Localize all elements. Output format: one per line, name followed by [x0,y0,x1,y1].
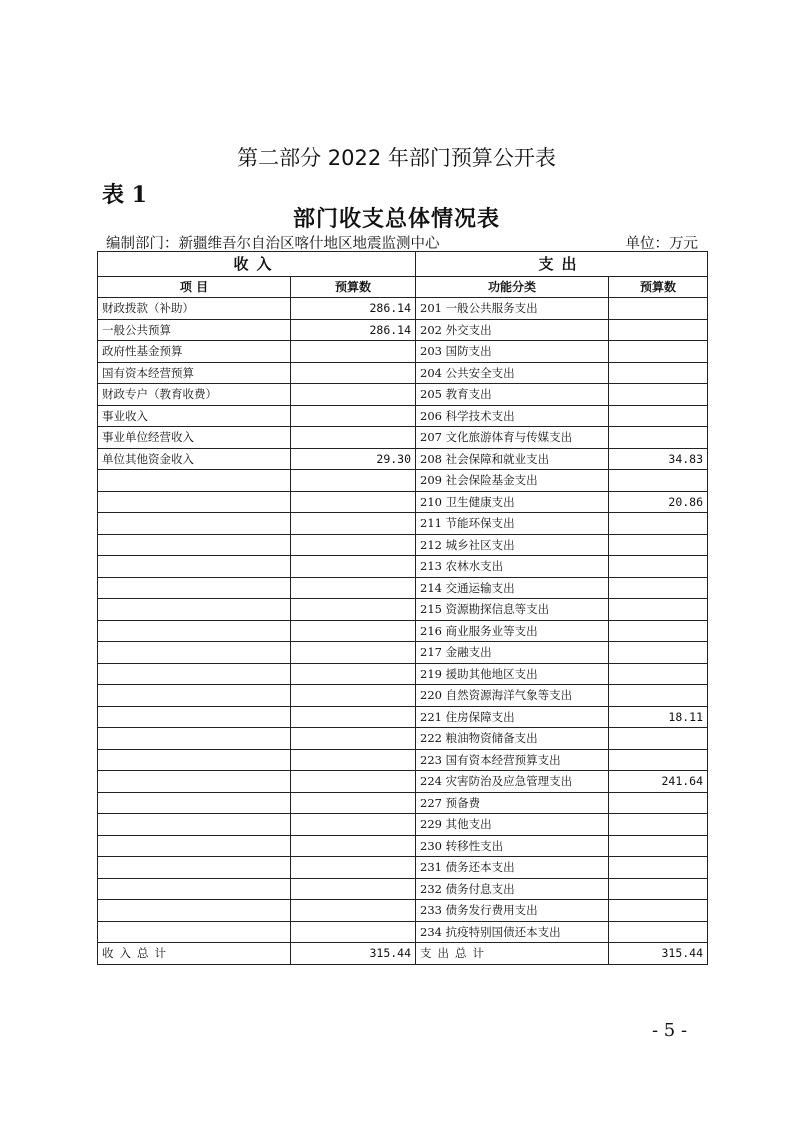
income-item [98,878,291,900]
expense-value: 34.83 [609,448,708,470]
expense-value [609,427,708,449]
income-item [98,728,291,750]
expense-value [609,298,708,320]
expense-item: 227 预备费 [416,792,609,814]
expense-item: 221 住房保障支出 [416,706,609,728]
expense-value [609,341,708,363]
table-row [98,642,708,664]
table-row [98,384,708,406]
income-item [98,921,291,943]
income-value [291,556,416,578]
income-item: 一般公共预算 [98,319,291,341]
table-row [98,577,708,599]
table-row [98,319,708,341]
table-row [98,491,708,513]
income-item [98,663,291,685]
expense-value [609,384,708,406]
table-row [98,706,708,728]
expense-item: 234 抗疫特别国债还本支出 [416,921,609,943]
expense-item: 214 交通运输支出 [416,577,609,599]
table-row [98,448,708,470]
table-row [98,814,708,836]
income-value [291,706,416,728]
income-value [291,599,416,621]
expense-item: 215 资源勘探信息等支出 [416,599,609,621]
income-item [98,685,291,707]
income-value: 29.30 [291,448,416,470]
table-row [98,427,708,449]
expense-value [609,642,708,664]
table-row [98,900,708,922]
expense-section-header: 支出 [416,252,708,277]
income-value [291,620,416,642]
expense-value [609,534,708,556]
expense-item: 219 援助其他地区支出 [416,663,609,685]
income-item [98,470,291,492]
income-value [291,749,416,771]
table-row [98,878,708,900]
income-item: 事业收入 [98,405,291,427]
col-header-budget-expense: 预算数 [609,277,708,298]
total-income-value: 315.44 [291,943,416,965]
table-row [98,599,708,621]
income-value: 286.14 [291,298,416,320]
table-row [98,620,708,642]
income-item [98,900,291,922]
expense-item: 232 债务付息支出 [416,878,609,900]
income-item [98,814,291,836]
income-item [98,491,291,513]
income-value [291,685,416,707]
table-body [98,298,708,943]
expense-item: 203 国防支出 [416,341,609,363]
budget-table [97,251,708,965]
income-item [98,620,291,642]
expense-item: 220 自然资源海洋气象等支出 [416,685,609,707]
expense-value [609,749,708,771]
table-row [98,298,708,320]
income-item [98,792,291,814]
income-item [98,835,291,857]
expense-value [609,878,708,900]
income-value [291,341,416,363]
expense-item: 222 粮油物资储备支出 [416,728,609,750]
table-row [98,749,708,771]
income-value [291,878,416,900]
expense-value [609,470,708,492]
expense-item: 212 城乡社区支出 [416,534,609,556]
income-item [98,599,291,621]
col-header-function: 功能分类 [416,277,609,298]
expense-item: 213 农林水支出 [416,556,609,578]
income-value [291,792,416,814]
income-item [98,577,291,599]
table-meta [106,232,698,250]
expense-item: 230 转移性支出 [416,835,609,857]
income-value [291,642,416,664]
income-value [291,534,416,556]
expense-item: 217 金融支出 [416,642,609,664]
income-value [291,771,416,793]
income-value [291,577,416,599]
expense-value: 20.86 [609,491,708,513]
table-row [98,857,708,879]
expense-item: 229 其他支出 [416,814,609,836]
expense-value [609,814,708,836]
expense-value [609,792,708,814]
col-header-budget-income: 预算数 [291,277,416,298]
income-value [291,491,416,513]
table-row [98,534,708,556]
expense-item: 223 国有资本经营预算支出 [416,749,609,771]
income-value [291,470,416,492]
income-value [291,362,416,384]
income-value [291,900,416,922]
expense-item: 216 商业服务业等支出 [416,620,609,642]
total-expense-value: 315.44 [609,943,708,965]
expense-item: 209 社会保险基金支出 [416,470,609,492]
expense-value [609,556,708,578]
table-row [98,362,708,384]
income-item: 事业单位经营收入 [98,427,291,449]
income-value [291,513,416,535]
income-item [98,706,291,728]
income-item: 财政专户（教育收费） [98,384,291,406]
total-row [98,943,708,965]
expense-value: 18.11 [609,706,708,728]
income-item [98,771,291,793]
department-label: 编制部门：新疆维吾尔自治区喀什地区地震监测中心 [106,236,440,252]
income-item: 财政拨款（补助） [98,298,291,320]
income-item [98,513,291,535]
expense-item: 206 科学技术支出 [416,405,609,427]
expense-value [609,577,708,599]
section-header-row [98,252,708,277]
table-row [98,341,708,363]
expense-item: 233 债务发行费用支出 [416,900,609,922]
column-header-row [98,277,708,298]
income-value [291,663,416,685]
income-item: 单位其他资金收入 [98,448,291,470]
income-item [98,857,291,879]
income-value [291,921,416,943]
page-number: - 5 - [652,1020,688,1041]
expense-value [609,900,708,922]
expense-value [609,405,708,427]
table-row [98,771,708,793]
income-item [98,642,291,664]
expense-item: 202 外交支出 [416,319,609,341]
income-value [291,405,416,427]
table-row [98,792,708,814]
income-item: 政府性基金预算 [98,341,291,363]
expense-item: 204 公共安全支出 [416,362,609,384]
table-row [98,513,708,535]
expense-value [609,362,708,384]
income-value [291,427,416,449]
income-value [291,835,416,857]
expense-value [609,921,708,943]
income-item [98,749,291,771]
expense-item: 231 债务还本支出 [416,857,609,879]
income-value [291,728,416,750]
expense-item: 208 社会保障和就业支出 [416,448,609,470]
income-section-header: 收入 [98,252,416,277]
table-title: 部门收支总体情况表 [292,206,500,232]
table-row [98,470,708,492]
total-expense-label: 支出总计 [416,943,609,965]
expense-value [609,319,708,341]
expense-value: 241.64 [609,771,708,793]
expense-item: 201 一般公共服务支出 [416,298,609,320]
expense-value [609,857,708,879]
expense-item: 205 教育支出 [416,384,609,406]
table-row [98,728,708,750]
income-value [291,384,416,406]
income-item [98,556,291,578]
income-value [291,814,416,836]
total-income-label: 收入总计 [98,943,291,965]
expense-value [609,620,708,642]
expense-item: 224 灾害防治及应急管理支出 [416,771,609,793]
income-value: 286.14 [291,319,416,341]
expense-value [609,663,708,685]
part-title: 第二部分 2022 年部门预算公开表 [237,146,556,170]
table-row [98,835,708,857]
expense-value [609,728,708,750]
expense-item: 207 文化旅游体育与传媒支出 [416,427,609,449]
expense-value [609,599,708,621]
expense-value [609,685,708,707]
income-item: 国有资本经营预算 [98,362,291,384]
table-number: 表 1 [102,182,147,208]
expense-item: 211 节能环保支出 [416,513,609,535]
table-row [98,405,708,427]
expense-value [609,835,708,857]
income-value [291,857,416,879]
income-item [98,534,291,556]
table-row [98,556,708,578]
table-row [98,921,708,943]
unit-label: 单位：万元 [625,236,698,252]
table-row [98,685,708,707]
table-row [98,663,708,685]
col-header-item: 项 目 [98,277,291,298]
expense-item: 210 卫生健康支出 [416,491,609,513]
expense-value [609,513,708,535]
